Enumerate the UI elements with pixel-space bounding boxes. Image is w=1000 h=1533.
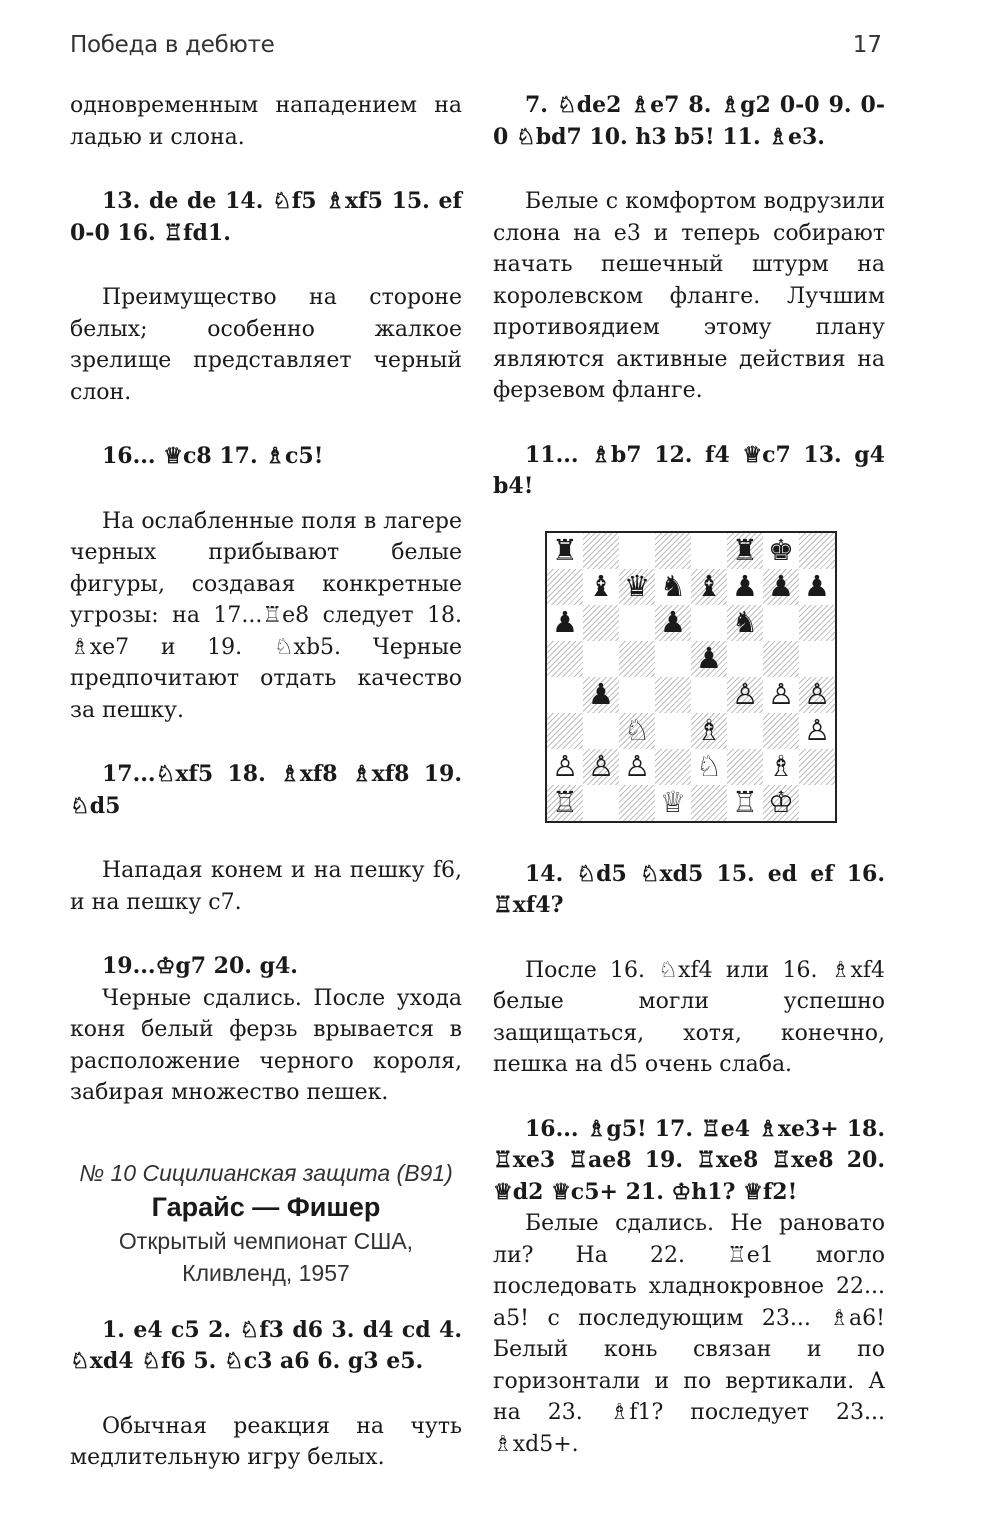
chess-piece: ♙ <box>804 677 830 711</box>
board-square <box>727 569 763 605</box>
move-line: 11... ♗b7 12. f4 ♕c7 13. g4 b4! <box>493 441 885 499</box>
chess-piece: ♟ <box>588 677 614 711</box>
chess-piece: ♜ <box>552 533 578 567</box>
left-column <box>70 90 462 1507</box>
chess-piece: ♙ <box>624 749 650 783</box>
chess-piece: ♙ <box>804 713 830 747</box>
chess-piece: ♞ <box>732 605 758 639</box>
chess-piece: ♙ <box>768 677 794 711</box>
chess-piece: ♖ <box>732 785 758 819</box>
board-square <box>691 569 727 605</box>
chess-piece: ♟ <box>804 569 830 603</box>
board-square <box>655 677 691 713</box>
page-number: 17 <box>852 32 882 58</box>
paragraph: После 16. ♘xf4 или 16. ♗xf4 белые могли успешно защищаться, хотя, конечно, пешка на d5 очень слаба. <box>493 957 885 1077</box>
paragraph: Белые с комфортом водрузили слона на e3 и теперь собирают начать пешечный штурм на королевском фланге. Лучшим противоядием этому плану являются активные действия на ферзевом фланге. <box>493 189 885 403</box>
board-square <box>799 749 835 785</box>
board-square <box>547 749 583 785</box>
board-square <box>763 605 799 641</box>
board-square <box>619 641 655 677</box>
paragraph: Преимущество на стороне белых; особенно жалкое зрелище представляет черный слон. <box>70 285 462 405</box>
chess-piece: ♞ <box>660 569 686 603</box>
board-square <box>547 533 583 569</box>
chess-piece: ♕ <box>660 785 686 819</box>
board-square <box>547 713 583 749</box>
board-square <box>763 533 799 569</box>
chess-piece: ♝ <box>696 569 722 603</box>
board-square <box>763 569 799 605</box>
board-square <box>655 749 691 785</box>
chess-piece: ♙ <box>552 749 578 783</box>
chess-piece: ♘ <box>624 713 650 747</box>
board-square <box>583 749 619 785</box>
chess-piece: ♙ <box>732 677 758 711</box>
board-square <box>583 605 619 641</box>
board-square <box>799 785 835 821</box>
chess-piece: ♟ <box>660 605 686 639</box>
chess-piece: ♟ <box>696 641 722 675</box>
chess-diagram <box>545 531 837 823</box>
paragraph: Обычная реакция на чуть медлительную игру белых. <box>70 1413 462 1470</box>
board-square <box>583 569 619 605</box>
chess-piece: ♗ <box>696 713 722 747</box>
paragraph: Белые сдались. Не рановато ли? На 22. ♖e1 могло последовать хладнокровное 22... a5! с последующим 23... ♗a6! Белый конь связан и по горизонтали и по вертикали. А на 23. ♗f1? последует 23... ♗xd5+. <box>493 1211 885 1457</box>
board-square <box>763 677 799 713</box>
chess-piece: ♝ <box>588 569 614 603</box>
move-line: 14. ♘d5 ♘xd5 15. ed ef 16. ♖xf4? <box>493 860 885 918</box>
chess-board <box>547 533 835 821</box>
board-square <box>727 533 763 569</box>
board-square <box>799 641 835 677</box>
game-heading <box>70 1157 462 1289</box>
board-square <box>655 569 691 605</box>
board-square <box>727 677 763 713</box>
board-square <box>691 533 727 569</box>
board-square <box>583 785 619 821</box>
board-square <box>763 641 799 677</box>
game-players: Гарайс — Фишер <box>151 1191 381 1222</box>
board-square <box>727 749 763 785</box>
paragraph: На ослабленные поля в лагере черных прибывают белые фигуры, создавая конкретные угрозы: на 17...♖e8 следует 18. ♗xe7 и 19. ♘xb5. Черные предпочитают отдать качество за пешку. <box>70 508 462 723</box>
board-square <box>619 785 655 821</box>
board-square <box>763 749 799 785</box>
chess-piece: ♛ <box>624 569 650 603</box>
game-event: Открытый чемпионат США, Кливленд, 1957 <box>118 1227 414 1286</box>
board-square <box>619 569 655 605</box>
chess-piece: ♟ <box>768 569 794 603</box>
board-square <box>691 677 727 713</box>
board-square <box>691 605 727 641</box>
board-square <box>583 641 619 677</box>
board-square <box>619 713 655 749</box>
board-square <box>619 605 655 641</box>
paragraph: Нападая конем и на пешку f6, и на пешку c7. <box>70 858 462 915</box>
board-square <box>655 533 691 569</box>
board-square <box>655 641 691 677</box>
move-line: 19...♔g7 20. g4. <box>102 953 298 979</box>
paragraph: одновременным нападением на ладью и слона. <box>70 93 462 150</box>
board-square <box>691 641 727 677</box>
chess-piece: ♙ <box>588 749 614 783</box>
board-square <box>619 749 655 785</box>
board-square <box>583 677 619 713</box>
chess-piece: ♖ <box>552 785 578 819</box>
board-square <box>691 713 727 749</box>
board-square <box>547 677 583 713</box>
board-square <box>727 713 763 749</box>
move-line: 13. de de 14. ♘f5 ♗xf5 15. ef 0-0 16. ♖fd1. <box>70 188 462 246</box>
chess-piece: ♗ <box>768 749 794 783</box>
board-square <box>583 533 619 569</box>
board-square <box>691 785 727 821</box>
board-square <box>547 569 583 605</box>
board-square <box>655 785 691 821</box>
game-opening: № 10 Сицилианская защита (B91) <box>79 1159 453 1186</box>
board-square <box>547 605 583 641</box>
board-square <box>727 641 763 677</box>
board-square <box>619 677 655 713</box>
board-square <box>583 713 619 749</box>
board-square <box>799 533 835 569</box>
move-line: 1. e4 c5 2. ♘f3 d6 3. d4 cd 4. ♘xd4 ♘f6 5. ♘c3 a6 6. g3 e5. <box>70 1316 462 1374</box>
right-column <box>493 90 885 1493</box>
chess-piece: ♟ <box>732 569 758 603</box>
board-square <box>799 713 835 749</box>
board-square <box>763 713 799 749</box>
board-square <box>727 605 763 641</box>
board-square <box>799 569 835 605</box>
board-square <box>655 605 691 641</box>
paragraph: Черные сдались. После ухода коня белый ферзь врывается в расположение черного короля, забирая множество пешек. <box>70 985 462 1105</box>
move-line: 17...♘xf5 18. ♗xf8 ♗xf8 19. ♘d5 <box>70 761 462 819</box>
chess-piece: ♜ <box>732 533 758 567</box>
board-square <box>763 785 799 821</box>
chess-piece: ♔ <box>768 785 794 819</box>
board-square <box>799 677 835 713</box>
board-square <box>691 749 727 785</box>
move-line: 16... ♕c8 17. ♗c5! <box>102 443 324 469</box>
running-header: Победа в дебюте <box>70 32 275 58</box>
board-square <box>547 641 583 677</box>
board-square <box>727 785 763 821</box>
board-square <box>547 785 583 821</box>
board-square <box>619 533 655 569</box>
board-square <box>799 605 835 641</box>
chess-piece: ♘ <box>696 749 722 783</box>
chess-piece: ♟ <box>552 605 578 639</box>
board-square <box>655 713 691 749</box>
chess-piece: ♚ <box>768 533 794 567</box>
move-line: 16... ♗g5! 17. ♖e4 ♗xe3+ 18. ♖xe3 ♖ae8 19. ♖xe8 ♖xe8 20. ♕d2 ♕c5+ 21. ♔h1? ♕f2! <box>493 1115 885 1205</box>
move-line: 7. ♘de2 ♗e7 8. ♗g2 0-0 9. 0-0 ♘bd7 10. h3 b5! 11. ♗e3. <box>493 92 885 150</box>
